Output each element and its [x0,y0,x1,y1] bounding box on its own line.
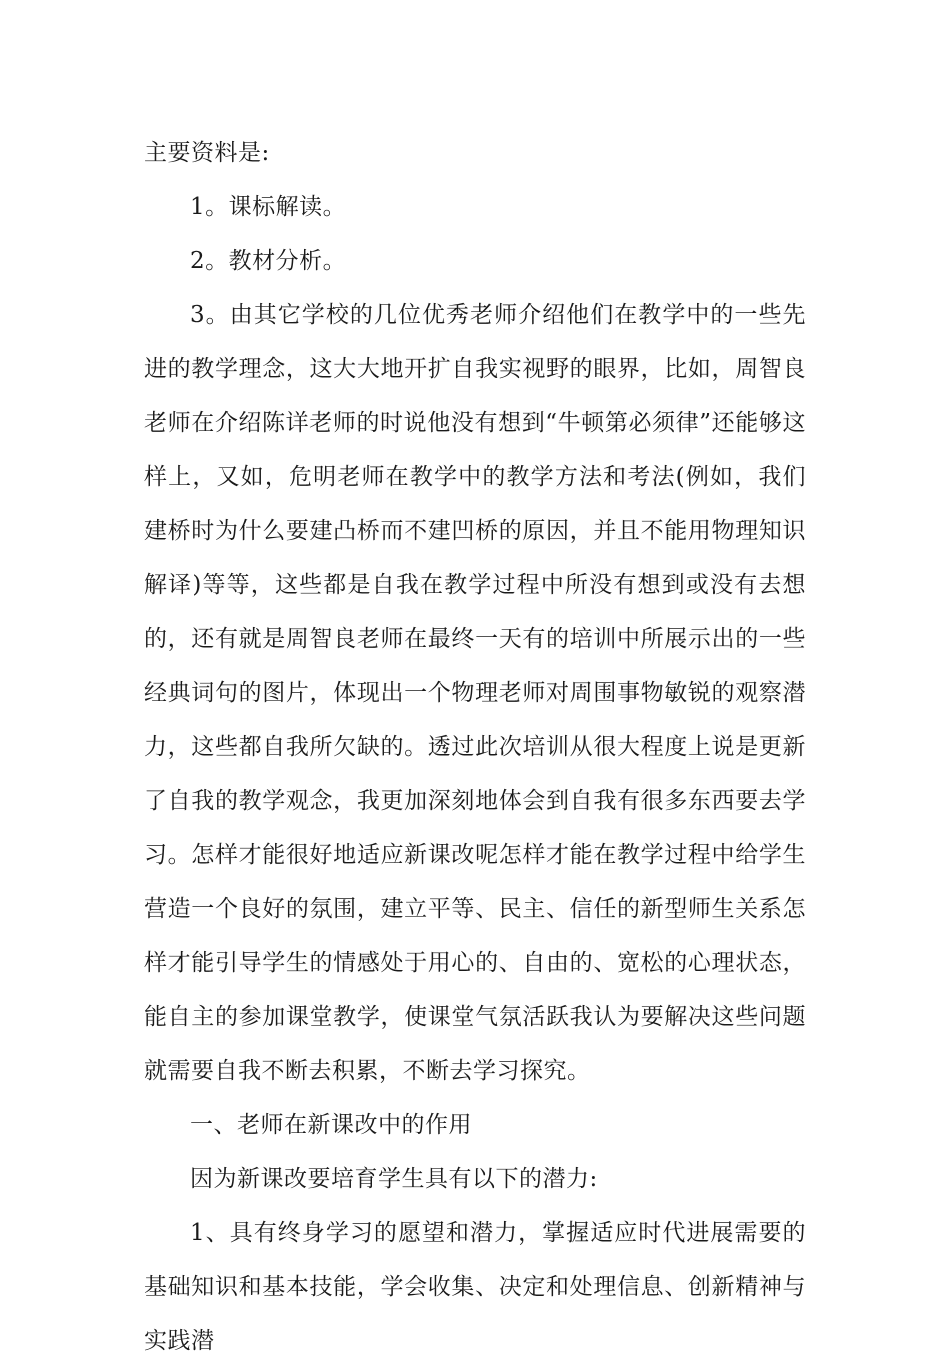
paragraph-item-1: 1。课标解读。 [190,194,347,220]
paragraph-abilities-intro: 因为新课改要培育学生具有以下的潜力: [190,1166,598,1192]
paragraph-intro: 主要资料是: [144,140,270,166]
section-heading: 一、老师在新课改中的作用 [190,1112,472,1138]
document-body [144,126,806,1368]
paragraph-item-3: 3。由其它学校的几位优秀老师介绍他们在教学中的一些先进的教学理念，这大大地开扩自我实视野的眼界，比如，周智良老师在介绍陈详老师的时说他没有想到“牛顿第必须律”还能够这样上，又如，危明老师在教学中的教学方法和考法(例如，我们建桥时为什么要建凸桥而不建凹桥的原因，并且不能用物理知识解译)等等，这些都是自我在教学过程中所没有想到或没有去想的，还有就是周智良老师在最终一天有的培训中所展示出的一些经典词句的图片，体现出一个物理老师对周围事物敏锐的观察潜力，这些都自我所欠缺的。透过此次培训从很大程度上说是更新了自我的教学观念，我更加深刻地体会到自我有很多东西要去学习。怎样才能很好地适应新课改呢怎样才能在教学过程中给学生营造一个良好的氛围，建立平等、民主、信任的新型师生关系怎样才能引导学生的情感处于用心的、自由的、宽松的心理状态，能自主的参加课堂教学，使课堂气氛活跃我认为要解决这些问题就需要自我不断去积累，不断去学习探究。 [144,302,806,1084]
paragraph-ability-1: 1、具有终身学习的愿望和潜力，掌握适应时代进展需要的基础知识和基本技能，学会收集、决定和处理信息、创新精神与实践潜 [144,1220,806,1354]
paragraph-item-2: 2。教材分析。 [190,248,347,274]
